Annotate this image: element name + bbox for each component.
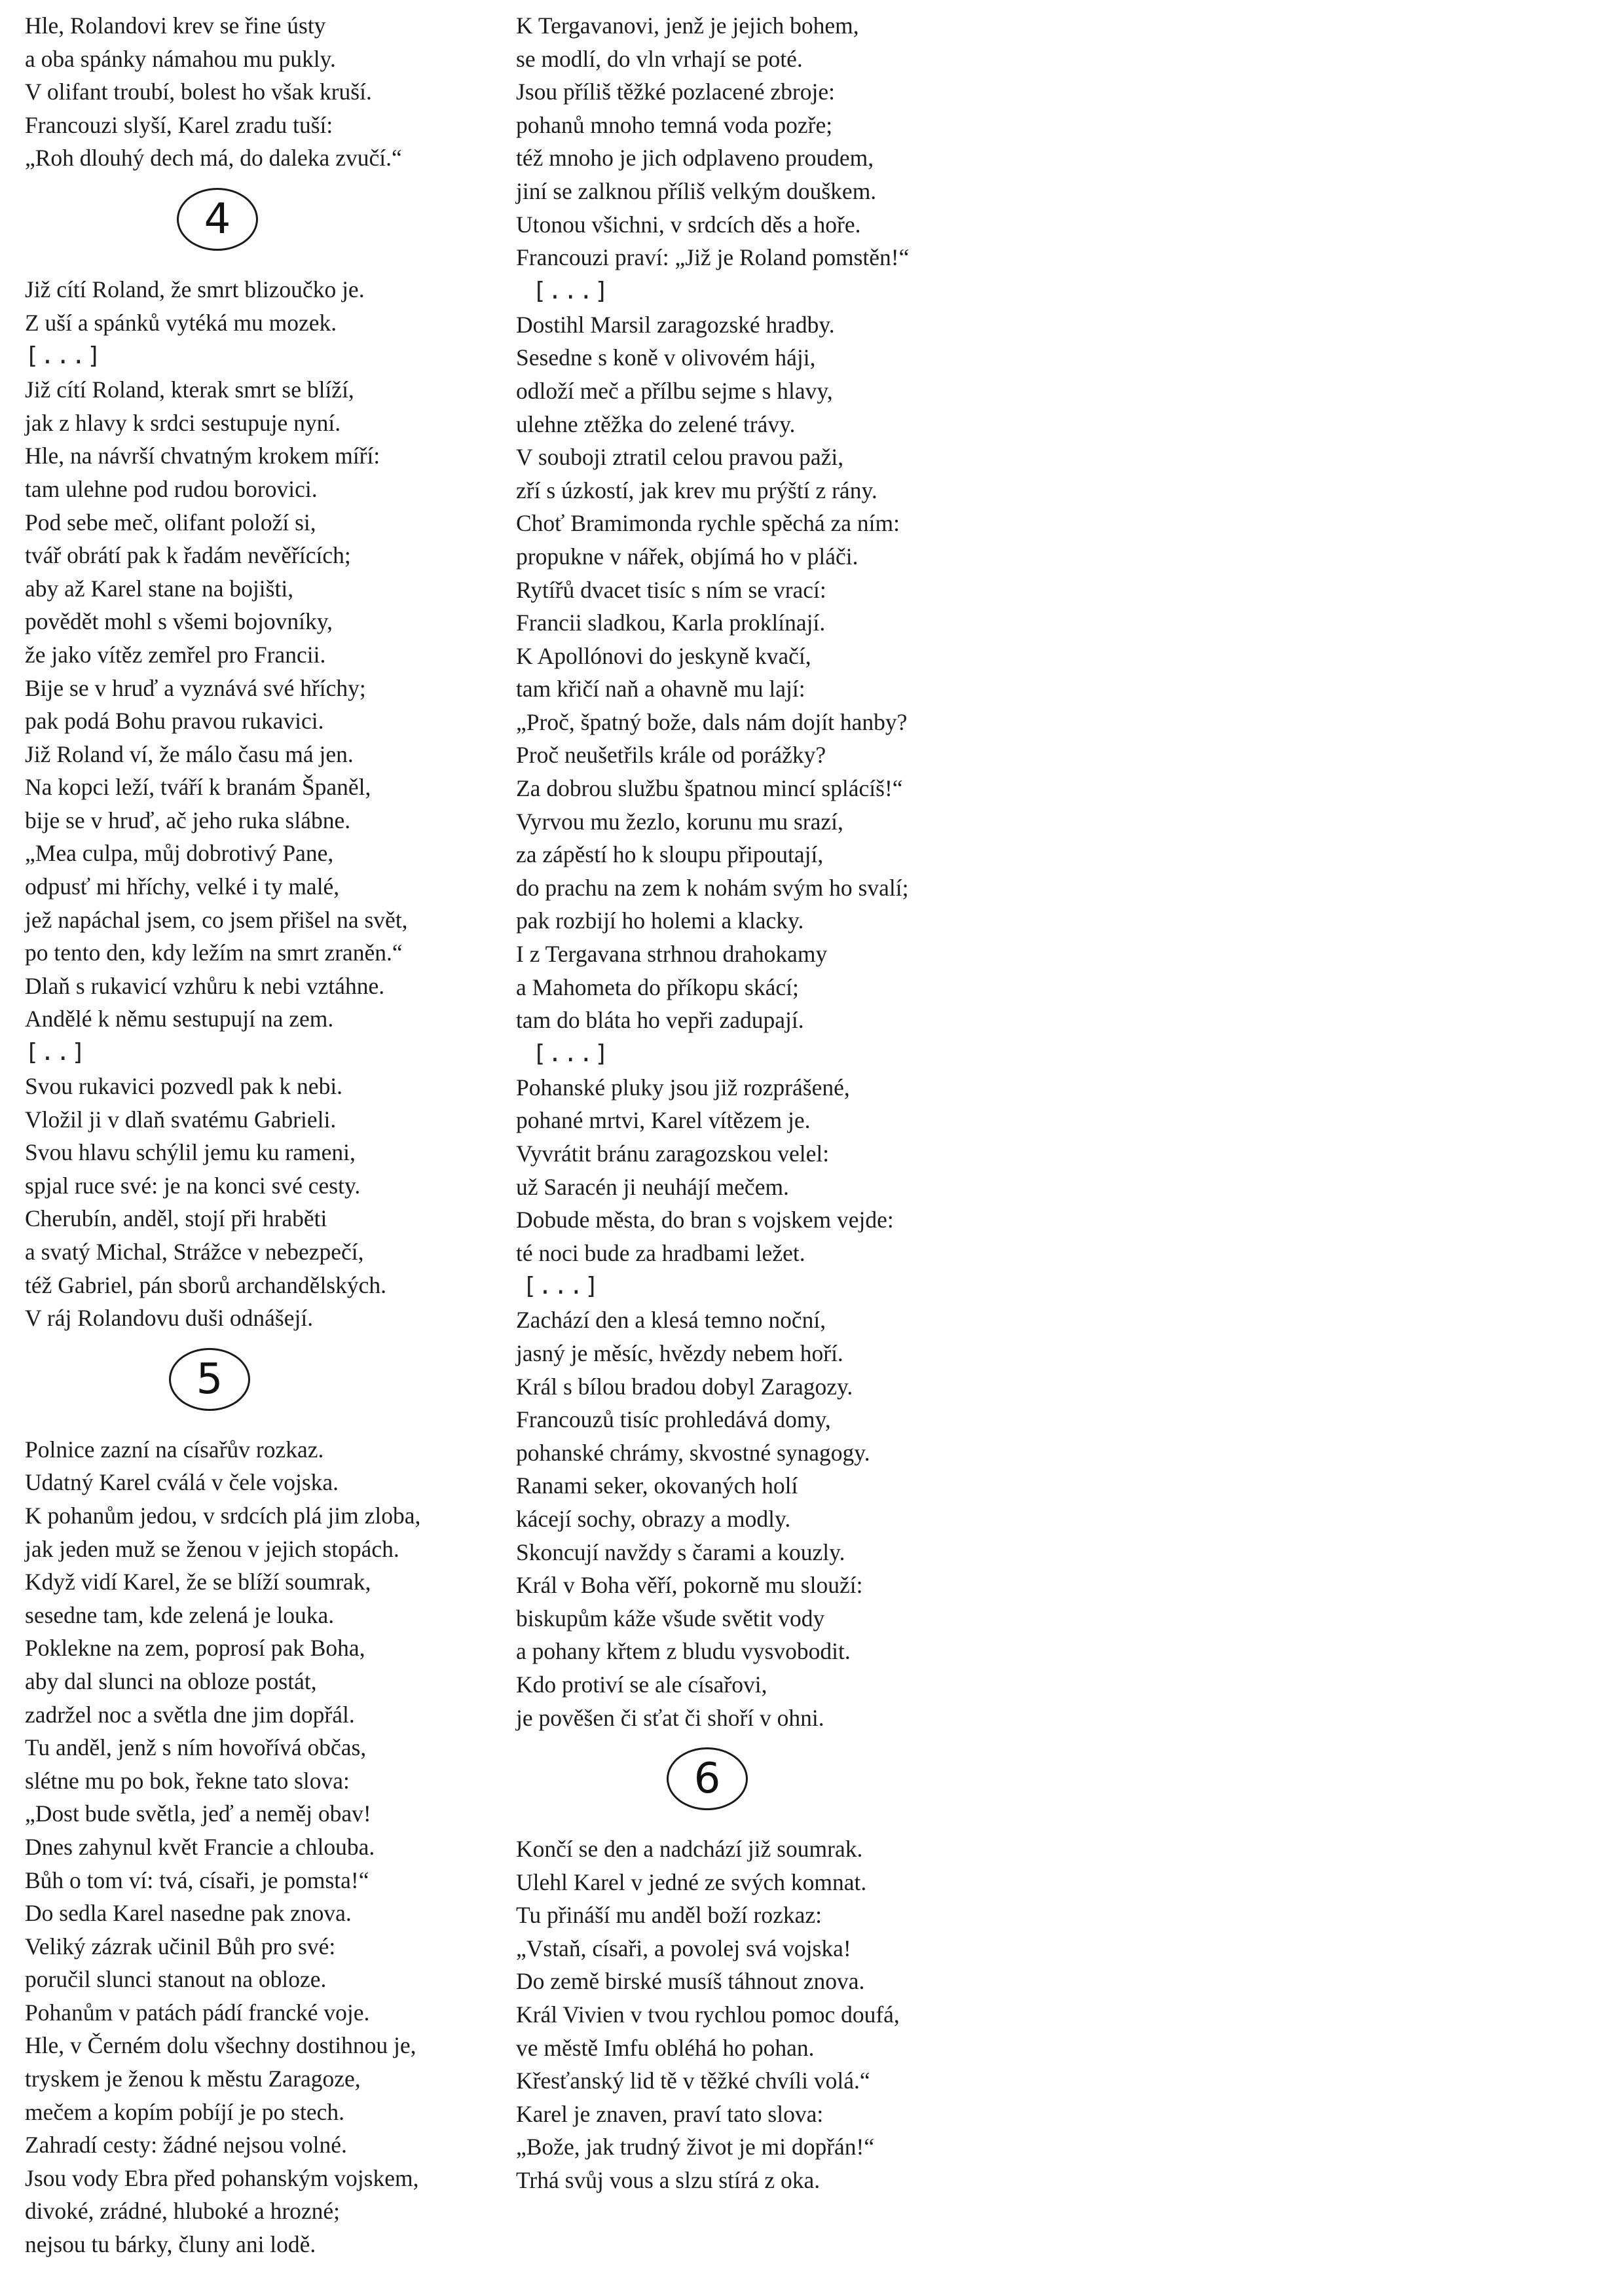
right-stanza-a bbox=[516, 9, 1001, 274]
verse-line: Polnice zazní na císařův rozkaz. bbox=[25, 1436, 324, 1463]
verse-line: Rytířů dvacet tisíc s ním se vrací: bbox=[516, 576, 826, 603]
verse-line: Zachází den a klesá temno noční, bbox=[516, 1307, 826, 1334]
verse-line: Pohanům v patách pádí francké voje. bbox=[25, 1999, 370, 2026]
verse-line: K pohanům jedou, v srdcích plá jim zloba, bbox=[25, 1502, 421, 1529]
verse-line: ulehne ztěžka do zelené trávy. bbox=[516, 410, 796, 437]
verse-line: aby dal slunci na obloze postát, bbox=[25, 1667, 317, 1694]
verse-line: se modlí, do vln vrhají se poté. bbox=[516, 45, 803, 72]
verse-line: V souboji ztratil celou pravou paži, bbox=[516, 444, 844, 471]
verse-line: zadržel noc a světla dne jim dopřál. bbox=[25, 1701, 355, 1728]
verse-line: a Mahometa do příkopu skácí; bbox=[516, 974, 799, 1000]
verse-line: je pověšen či sťat či shoří v ohni. bbox=[516, 1704, 824, 1731]
verse-line: jiní se zalknou příliš velkým douškem. bbox=[516, 177, 877, 204]
left-stanza-e bbox=[25, 1433, 509, 2261]
right-stanza-e bbox=[516, 1832, 1001, 2197]
verse-line: „Proč, špatný bože, dals nám dojít hanby? bbox=[516, 708, 908, 735]
verse-line: Na kopci leží, tváří k branám Španěl, bbox=[25, 774, 371, 801]
verse-line: tam křičí naň a ohavně mu lají: bbox=[516, 676, 805, 702]
verse-line: kácejí sochy, obrazy a modly. bbox=[516, 1505, 791, 1532]
verse-line: té noci bude za hradbami ležet. bbox=[516, 1239, 805, 1266]
omission-marker: [...] bbox=[523, 1273, 600, 1300]
verse-line: Hle, v Černém dolu všechny dostihnou je, bbox=[25, 2032, 416, 2059]
verse-line: Ulehl Karel v jedné ze svých komnat. bbox=[516, 1868, 867, 1895]
verse-line: Již cítí Roland, že smrt blizoučko je. bbox=[25, 276, 365, 302]
verse-line: aby až Karel stane na bojišti, bbox=[25, 575, 294, 602]
verse-line: Skoncují navždy s čarami a kouzly. bbox=[516, 1539, 845, 1565]
verse-line: Choť Bramimonda rychle spěchá za ním: bbox=[516, 510, 900, 537]
section-number-6-box bbox=[516, 1734, 1001, 1832]
right-column bbox=[516, 9, 1001, 2197]
verse-line: tvář obrátí pak k řadám nevěřících; bbox=[25, 542, 351, 569]
verse-line: „Mea culpa, můj dobrotivý Pane, bbox=[25, 840, 334, 867]
verse-line: I z Tergavana strhnou drahokamy bbox=[516, 941, 828, 968]
verse-line: Sesedne s koně v olivovém háji, bbox=[516, 344, 816, 371]
verse-line: Francouzi praví: „Již je Roland pomstěn!“ bbox=[516, 244, 910, 271]
verse-line: tam ulehne pod rudou borovici. bbox=[25, 475, 318, 502]
verse-line: Francouzi slyší, Karel zradu tuší: bbox=[25, 111, 333, 138]
verse-line: Končí se den a nadchází již soumrak. bbox=[516, 1836, 863, 1863]
verse-line: pohané mrtvi, Karel vítězem je. bbox=[516, 1107, 811, 1134]
verse-line: za zápěstí ho k sloupu připoutají, bbox=[516, 841, 824, 868]
verse-line: tam do bláta ho vepři zadupají. bbox=[516, 1007, 804, 1034]
verse-line: Cherubín, anděl, stojí při hraběti bbox=[25, 1205, 327, 1232]
verse-line: Pod sebe meč, olifant položí si, bbox=[25, 509, 316, 536]
omission-marker: [..] bbox=[25, 1039, 87, 1066]
verse-line: jak jeden muž se ženou v jejich stopách. bbox=[25, 1535, 399, 1562]
right-stanza-d bbox=[516, 1303, 1001, 1734]
verse-line: Král s bílou bradou dobyl Zaragozy. bbox=[516, 1373, 853, 1400]
verse-line: zří s úzkostí, jak krev mu prýští z rány. bbox=[516, 477, 877, 503]
verse-line: Když vidí Karel, že se blíží soumrak, bbox=[25, 1569, 371, 1595]
verse-line: pak podá Bohu pravou rukavici. bbox=[25, 708, 324, 735]
verse-line: Do země birské musíš táhnout znova. bbox=[516, 1968, 865, 1995]
verse-line: a pohany křtem z bludu vysvobodit. bbox=[516, 1638, 851, 1665]
verse-line: Do sedla Karel nasedne pak znova. bbox=[25, 1900, 352, 1927]
verse-line: Za dobrou službu špatnou mincí splácíš!“ bbox=[516, 775, 903, 802]
section-number-4: 4 bbox=[177, 188, 258, 251]
verse-line: jež napáchal jsem, co jsem přišel na svět, bbox=[25, 906, 408, 933]
omission-marker: [...] bbox=[532, 1040, 610, 1067]
left-column bbox=[25, 9, 509, 2261]
verse-line: V olifant troubí, bolest ho však kruší. bbox=[25, 79, 372, 105]
verse-line: Ranami seker, okovaných holí bbox=[516, 1472, 798, 1499]
verse-line: že jako vítěz zemřel pro Francii. bbox=[25, 641, 326, 668]
verse-line: Vyrvou mu žezlo, korunu mu srazí, bbox=[516, 808, 843, 835]
left-stanza-c bbox=[25, 373, 509, 1036]
verse-line: Jsou příliš těžké pozlacené zbroje: bbox=[516, 79, 835, 105]
verse-line: Poklekne na zem, poprosí pak Boha, bbox=[25, 1635, 365, 1662]
verse-line: Udatný Karel cválá v čele vojska. bbox=[25, 1469, 339, 1496]
section-number-6: 6 bbox=[667, 1747, 748, 1810]
verse-line: Vložil ji v dlaň svatému Gabrieli. bbox=[25, 1106, 337, 1133]
verse-line: už Saracén ji neuhájí mečem. bbox=[516, 1173, 789, 1200]
verse-line: Trhá svůj vous a slzu stírá z oka. bbox=[516, 2167, 821, 2194]
verse-line: Proč neušetřils krále od porážky? bbox=[516, 742, 826, 769]
verse-line: Francouzů tisíc prohledává domy, bbox=[516, 1406, 831, 1433]
left-stanza-d bbox=[25, 1070, 509, 1335]
verse-line: do prachu na zem k nohám svým ho svalí; bbox=[516, 874, 909, 901]
omission-marker: [...] bbox=[532, 277, 610, 304]
verse-line: nejsou tu bárky, čluny ani lodě. bbox=[25, 2231, 316, 2258]
right-stanza-b bbox=[516, 308, 1001, 1037]
verse-line: jasný je měsíc, hvězdy nebem hoří. bbox=[516, 1339, 843, 1366]
verse-line: Karel je znaven, praví tato slova: bbox=[516, 2100, 824, 2127]
section-number-5: 5 bbox=[169, 1348, 250, 1411]
verse-line: Tu přináší mu anděl boží rozkaz: bbox=[516, 1902, 822, 1929]
verse-line: pohanské chrámy, skvostné synagogy. bbox=[516, 1439, 870, 1466]
omission-marker: [...] bbox=[25, 342, 103, 370]
section-number-5-box bbox=[25, 1335, 509, 1433]
verse-line: a oba spánky námahou mu pukly. bbox=[25, 45, 336, 72]
verse-line: sesedne tam, kde zelená je louka. bbox=[25, 1601, 335, 1628]
verse-line: Král v Boha věří, pokorně mu slouží: bbox=[516, 1572, 863, 1599]
verse-line: Utonou všichni, v srdcích děs a hoře. bbox=[516, 211, 861, 238]
verse-line: Zahradí cesty: žádné nejsou volné. bbox=[25, 2132, 347, 2159]
verse-line: Hle, na návrší chvatným krokem míří: bbox=[25, 443, 380, 469]
verse-line: propukne v nářek, objímá ho v pláči. bbox=[516, 543, 858, 570]
verse-line: Dobude města, do bran s vojskem vejde: bbox=[516, 1207, 894, 1233]
verse-line: Již Roland ví, že málo času má jen. bbox=[25, 740, 354, 767]
verse-line: mečem a kopím pobíjí je po stech. bbox=[25, 2098, 345, 2125]
verse-line: Bůh o tom ví: tvá, císaři, je pomsta!“ bbox=[25, 1867, 369, 1893]
verse-line: K Tergavanovi, jenž je jejich bohem, bbox=[516, 12, 859, 39]
verse-line: a svatý Michal, Strážce v nebezpečí, bbox=[25, 1239, 364, 1265]
verse-line: poručil slunci stanout na obloze. bbox=[25, 1966, 327, 1993]
verse-line: Dostihl Marsil zaragozské hradby. bbox=[516, 311, 835, 338]
verse-line: Kdo protiví se ale císařovi, bbox=[516, 1671, 767, 1698]
verse-line: spjal ruce své: je na konci své cesty. bbox=[25, 1172, 361, 1199]
verse-line: Dlaň s rukavicí vzhůru k nebi vztáhne. bbox=[25, 972, 385, 999]
verse-line: „Vstaň, císaři, a povolej svá vojska! bbox=[516, 1935, 851, 1961]
verse-line: slétne mu po bok, řekne tato slova: bbox=[25, 1767, 350, 1794]
verse-line: ve městě Imfu obléhá ho pohan. bbox=[516, 2034, 815, 2061]
left-stanza-b bbox=[25, 273, 509, 339]
verse-line: po tento den, kdy ležím na smrt zraněn.“ bbox=[25, 939, 403, 966]
verse-line: tryskem je ženou k městu Zaragoze, bbox=[25, 2066, 361, 2092]
right-stanza-c bbox=[516, 1071, 1001, 1270]
verse-line: odpusť mi hříchy, velké i ty malé, bbox=[25, 873, 340, 900]
verse-line: Jsou vody Ebra před pohanským vojskem, bbox=[25, 2164, 419, 2191]
verse-line: „Roh dlouhý dech má, do daleka zvučí.“ bbox=[25, 145, 402, 172]
verse-line: jak z hlavy k srdci sestupuje nyní. bbox=[25, 409, 341, 436]
verse-line: Pohanské pluky jsou již rozprášené, bbox=[516, 1074, 850, 1101]
verse-line: Andělé k němu sestupují na zem. bbox=[25, 1006, 334, 1032]
verse-line: Francii sladkou, Karla proklínají. bbox=[516, 610, 826, 636]
verse-line: odloží meč a přílbu sejme s hlavy, bbox=[516, 377, 833, 404]
verse-line: Hle, Rolandovi krev se řine ústy bbox=[25, 12, 326, 39]
verse-line: Dnes zahynul květ Francie a chlouba. bbox=[25, 1833, 375, 1860]
verse-line: „Bože, jak trudný život je mi dopřán!“ bbox=[516, 2134, 875, 2160]
verse-line: Již cítí Roland, kterak smrt se blíží, bbox=[25, 376, 354, 403]
verse-line: Tu anděl, jenž s ním hovořívá občas, bbox=[25, 1734, 367, 1761]
verse-line: V ráj Rolandovu duši odnášejí. bbox=[25, 1305, 314, 1332]
verse-line: biskupům káže všude světit vody bbox=[516, 1605, 825, 1631]
verse-line: bije se v hruď, ač jeho ruka slábne. bbox=[25, 807, 351, 833]
verse-line: též mnoho je jich odplaveno proudem, bbox=[516, 145, 874, 172]
verse-line: divoké, zrádné, hluboké a hrozné; bbox=[25, 2198, 341, 2225]
verse-line: Z uší a spánků vytéká mu mozek. bbox=[25, 309, 337, 336]
verse-line: též Gabriel, pán sborů archandělských. bbox=[25, 1271, 387, 1298]
verse-line: pohanů mnoho temná voda pozře; bbox=[516, 111, 833, 138]
left-stanza-a bbox=[25, 9, 509, 175]
verse-line: Vyvrátit bránu zaragozskou velel: bbox=[516, 1140, 830, 1167]
verse-line: Křesťanský lid tě v těžké chvíli volá.“ bbox=[516, 2068, 870, 2094]
verse-line: K Apollónovi do jeskyně kvačí, bbox=[516, 642, 811, 669]
verse-line: pak rozbijí ho holemi a klacky. bbox=[516, 907, 804, 934]
verse-line: Svou hlavu schýlil jemu ku rameni, bbox=[25, 1139, 356, 1166]
verse-line: „Dost bude světla, jeď a neměj obav! bbox=[25, 1800, 371, 1827]
verse-line: povědět mohl s všemi bojovníky, bbox=[25, 608, 333, 635]
verse-line: Veliký zázrak učinil Bůh pro své: bbox=[25, 1933, 336, 1959]
verse-line: Svou rukavici pozvedl pak k nebi. bbox=[25, 1073, 343, 1100]
verse-line: Bije se v hruď a vyznává své hříchy; bbox=[25, 674, 366, 701]
section-number-4-box bbox=[25, 175, 509, 273]
verse-line: Král Vivien v tvou rychlou pomoc doufá, bbox=[516, 2001, 900, 2028]
